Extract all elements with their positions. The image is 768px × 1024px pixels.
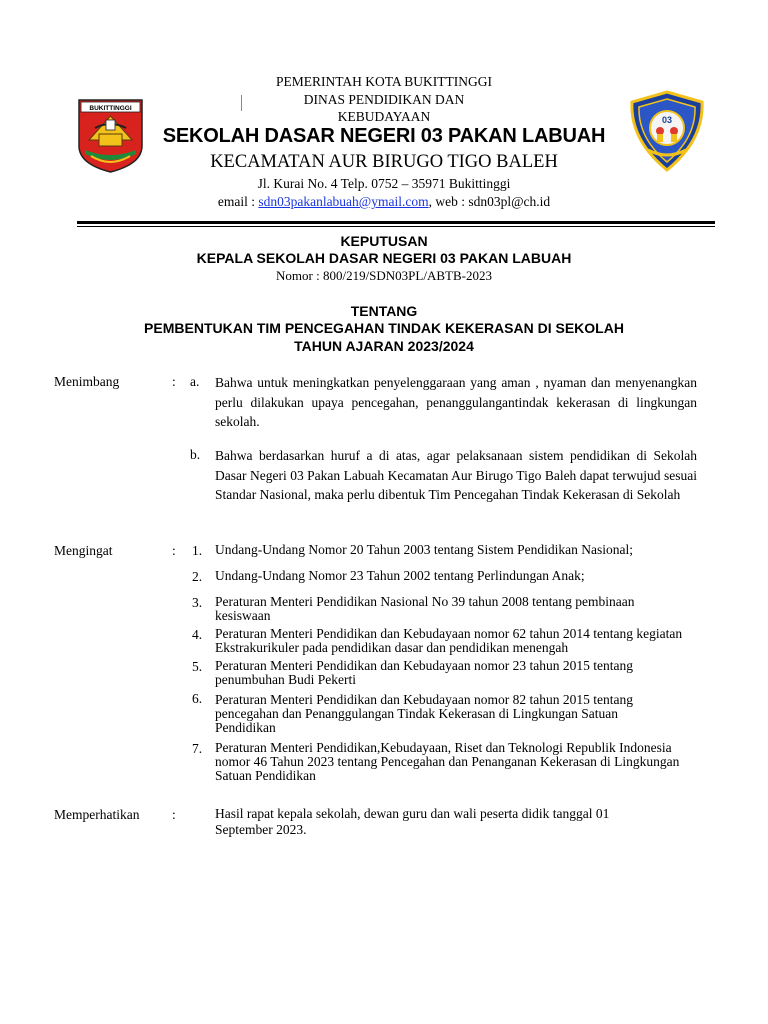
email-prefix: email :: [217, 194, 259, 209]
academic-year: TAHUN AJARAN 2023/2024: [294, 338, 474, 354]
school-emblem-logo: [626, 90, 708, 172]
mengingat-mark-5: 5.: [192, 659, 203, 674]
menimbang-mark-b: b.: [190, 447, 201, 462]
mengingat-mark-6: 6.: [192, 691, 203, 706]
mengingat-mark-1: 1.: [192, 543, 203, 558]
menimbang-label: Menimbang: [54, 374, 120, 389]
mengingat-item-5: Peraturan Menteri Pendidikan dan Kebudayaan nomor 23 tahun 2015 tentang penumbuhan Budi Pekerti: [215, 658, 634, 687]
decree-subject: PEMBENTUKAN TIM PENCEGAHAN TINDAK KEKERASAN DI SEKOLAH: [144, 320, 624, 336]
mengingat-mark-3: 3.: [192, 595, 203, 610]
mengingat-item-1: Undang-Undang Nomor 20 Tahun 2003 tentang Sistem Pendidikan Nasional;: [215, 542, 633, 557]
mengingat-mark-7: 7.: [192, 741, 203, 756]
mengingat-item-3: Peraturan Menteri Pendidikan Nasional No 39 tahun 2008 tentang pembinaan kesiswaan: [215, 594, 635, 623]
contact-line: [150, 194, 618, 210]
mengingat-colon: :: [172, 543, 176, 558]
menimbang-item-a: Bahwa untuk meningkatkan penyelenggaraan yang aman , nyaman dan menyenangkan perlu dilakukan upaya pencegahan, penanggulangantindak kekerasan di lingkungan sekolah.: [215, 375, 697, 429]
mengingat-item-4: Peraturan Menteri Pendidikan dan Kebudayaan nomor 62 tahun 2014 tentang kegiatan Ekstrakurikuler pada pendidikan dasar dan pendidikan menengah: [215, 626, 683, 655]
department-line: DINAS PENDIDIKAN DAN: [303, 92, 465, 107]
decree-heading: KEPUTUSAN: [340, 233, 428, 249]
emblem-number-text: 03: [661, 115, 673, 125]
header-divider-thin: [77, 226, 715, 227]
mengingat-label: Mengingat: [54, 543, 113, 558]
text-cursor-mark: [241, 95, 242, 111]
school-address: Jl. Kurai No. 4 Telp. 0752 – 35971 Bukittinggi: [257, 176, 511, 191]
menimbang-colon: :: [172, 374, 176, 389]
mengingat-mark-4: 4.: [192, 627, 203, 642]
mengingat-item-6: Peraturan Menteri Pendidikan dan Kebudayaan nomor 82 tahun 2015 tentang pencegahan dan Penanggulangan Tindak Kekerasan di Lingkungan Satuan Pendidikan: [215, 692, 634, 735]
mengingat-mark-2: 2.: [192, 569, 203, 584]
memperhatikan-text: Hasil rapat kepala sekolah, dewan guru dan wali peserta didik tanggal 01 September 2023.: [215, 806, 610, 837]
web-text: , web : sdn03pl@ch.id: [428, 194, 551, 209]
department-line-2: KEBUDAYAAN: [337, 109, 431, 124]
school-name: SEKOLAH DASAR NEGERI 03 PAKAN LABUAH: [162, 125, 606, 147]
header-divider-thick: [77, 221, 715, 224]
menimbang-item-b: Bahwa berdasarkan huruf a di atas, agar pelaksanaan sistem pendidikan di Sekolah Dasar Negeri 03 Pakan Labuah Kecamatan Aur Birugo Tigo Baleh dapat terwujud sesuai Standar Nasional, maka perlu dibentuk Tim Pencegahan Tindak Kekerasan di Sekolah: [215, 448, 697, 502]
memperhatikan-label: Memperhatikan: [54, 807, 140, 822]
about-heading: TENTANG: [350, 303, 418, 319]
district-name: KECAMATAN AUR BIRUGO TIGO BALEH: [210, 152, 558, 172]
bukittinggi-city-logo: [77, 98, 144, 174]
decree-number: Nomor : 800/219/SDN03PL/ABTB-2023: [276, 268, 492, 283]
menimbang-mark-a: a.: [190, 374, 200, 389]
logo-label-text: BUKITTINGGI: [89, 105, 132, 112]
memperhatikan-colon: :: [172, 807, 176, 822]
government-line: PEMERINTAH KOTA BUKITTINGGI: [275, 74, 493, 89]
mengingat-item-2: Undang-Undang Nomor 23 Tahun 2002 tentang Perlindungan Anak;: [215, 568, 585, 583]
decree-issuer: KEPALA SEKOLAH DASAR NEGERI 03 PAKAN LABUAH: [196, 250, 572, 266]
email-link[interactable]: sdn03pakanlabuah@ymail.com: [258, 194, 429, 209]
mengingat-item-7: Peraturan Menteri Pendidikan,Kebudayaan, Riset dan Teknologi Republik Indonesia nomor 46 Tahun 2023 tentang Pencegahan dan Penanganan Kekerasan di Lingkungan Satuan Pendidikan: [215, 740, 680, 783]
